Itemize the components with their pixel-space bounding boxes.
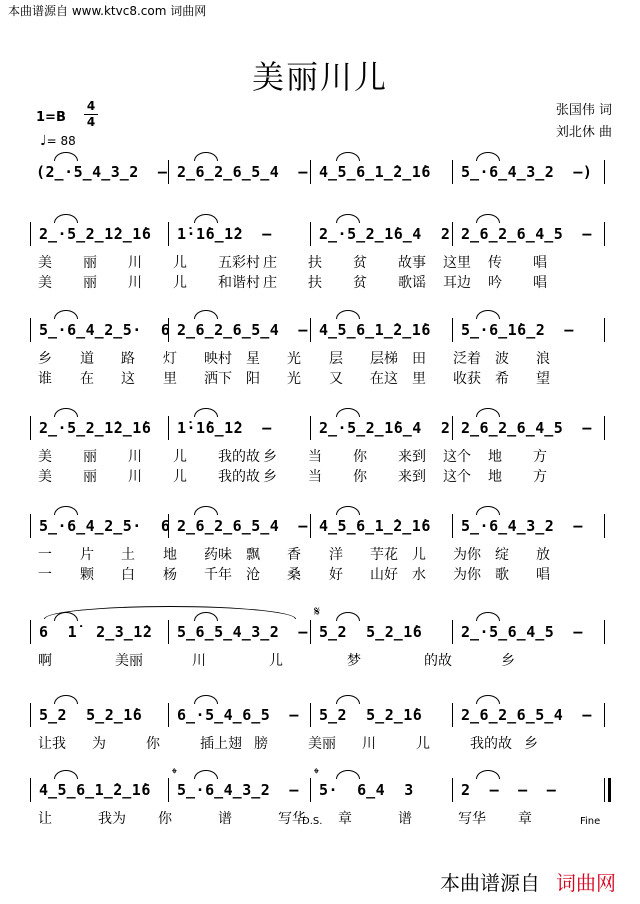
lyric-word: 儿 bbox=[416, 736, 430, 752]
measure: 5̲·6̲4̲2̲5· 6 bbox=[30, 318, 168, 342]
slur-mark bbox=[54, 695, 78, 704]
lyric-word: 香 bbox=[287, 547, 301, 563]
lyric-word: 五彩村 bbox=[218, 255, 260, 271]
lyric-word: 的故 bbox=[424, 653, 452, 669]
measure: 5· 6̲4 3 bbox=[310, 778, 452, 802]
lyric-word: 唱 bbox=[533, 275, 547, 291]
slur-mark bbox=[54, 506, 78, 515]
lyric-word: 庄 bbox=[263, 275, 277, 291]
measure: 5̲·6̲4̲3̲2 – bbox=[452, 514, 602, 538]
time-signature-bottom: 4 bbox=[86, 115, 96, 129]
lyric-word: 儿 bbox=[269, 653, 283, 669]
measure: 2̲·5̲2̲1̇2̲1̇6 bbox=[30, 222, 168, 246]
lyric-word: 儿 bbox=[173, 255, 187, 271]
lyric-word: 又 bbox=[329, 371, 343, 387]
lyric-word: 里 bbox=[163, 371, 177, 387]
barline bbox=[604, 703, 605, 727]
measure: 2̲·5̲2̲1̇6̲4 2 bbox=[310, 222, 452, 246]
slur-mark bbox=[194, 152, 218, 161]
measure: 2̲6̲2̲6̲5̲4 – bbox=[168, 160, 310, 184]
lyric-word: 你 bbox=[146, 736, 160, 752]
measure: 1̇·1̇6̲1̇2 – bbox=[168, 416, 310, 440]
lyric-word: 美 bbox=[38, 469, 52, 485]
barline bbox=[604, 514, 605, 538]
lyric-word: 这个 bbox=[443, 469, 471, 485]
lyric-word: 方 bbox=[533, 449, 547, 465]
lyric-word: 层 bbox=[329, 351, 343, 367]
lyric-line bbox=[30, 368, 620, 388]
measure: 6̲·5̲4̲6̲5 – bbox=[168, 703, 310, 727]
lyric-line bbox=[30, 466, 620, 486]
time-signature-top: 4 bbox=[86, 99, 96, 113]
lyric-word: 啊 bbox=[38, 653, 52, 669]
lyric-word: 洋 bbox=[329, 547, 343, 563]
lyric-word: 泛着 bbox=[453, 351, 481, 367]
lyric-word: 地 bbox=[163, 547, 177, 563]
lyric-word: 歌谣 bbox=[398, 275, 426, 291]
notation-line bbox=[30, 160, 620, 184]
barline bbox=[604, 778, 605, 802]
lyric-word: 膀 bbox=[254, 736, 268, 752]
footer bbox=[440, 867, 616, 896]
lyric-word: 芋花 bbox=[370, 547, 398, 563]
measure: 4̲5̲6̲1̲̇2̲1̇6 bbox=[310, 318, 452, 342]
slur-mark bbox=[336, 214, 360, 223]
slur-mark bbox=[54, 770, 78, 779]
lyric-word: 故事 bbox=[398, 255, 426, 271]
lyric-word: 里 bbox=[412, 371, 426, 387]
lyric-word: 这 bbox=[121, 371, 135, 387]
slur-mark bbox=[54, 310, 78, 319]
lyric-word: 颗 bbox=[80, 567, 94, 583]
lyric-word: 希 bbox=[495, 371, 509, 387]
slur-mark bbox=[336, 408, 360, 417]
lyric-word: 当 bbox=[308, 449, 322, 465]
notation-line bbox=[30, 703, 620, 727]
lyric-word: 川 bbox=[192, 653, 206, 669]
notation-line bbox=[30, 318, 620, 342]
slur-mark bbox=[194, 506, 218, 515]
lyric-word: 美 bbox=[38, 449, 52, 465]
lyric-word: 丽 bbox=[83, 449, 97, 465]
lyric-word: 在 bbox=[80, 371, 94, 387]
lyric-word: 地 bbox=[488, 469, 502, 485]
coda-icon: 𝄌 bbox=[172, 766, 177, 782]
lyric-word: 丽 bbox=[83, 469, 97, 485]
measure: 5̲·6̲4̲3̲2 –) bbox=[452, 160, 602, 184]
measure: 2̲6̲2̲6̲5̲4 – bbox=[452, 703, 602, 727]
tempo-mark bbox=[40, 133, 76, 149]
lyric-word: 路 bbox=[121, 351, 135, 367]
lyric-word: 丽 bbox=[83, 275, 97, 291]
lyric-word: 土 bbox=[121, 547, 135, 563]
lyric-word: 在这 bbox=[370, 371, 398, 387]
lyric-word: 贫 bbox=[353, 275, 367, 291]
lyric-word: 映村 bbox=[204, 351, 232, 367]
footer-site-name: 词曲网 bbox=[556, 871, 616, 895]
lyric-word: 美 bbox=[38, 275, 52, 291]
lyric-word: 绽 bbox=[495, 547, 509, 563]
time-signature bbox=[84, 100, 98, 129]
lyric-word: 谱 bbox=[398, 811, 412, 827]
lyric-word: 一 bbox=[38, 547, 52, 563]
slur-mark bbox=[476, 612, 500, 621]
lyric-word: 飘 bbox=[246, 547, 260, 563]
composer-credit: 刘北休 曲 bbox=[555, 125, 612, 140]
lyric-line bbox=[30, 564, 620, 584]
lyric-line bbox=[30, 272, 620, 292]
slur-mark bbox=[54, 214, 78, 223]
notation-line bbox=[30, 620, 620, 644]
measure: (2̲·5̲4̲3̲2 – bbox=[36, 163, 168, 181]
lyric-word: 歌 bbox=[495, 567, 509, 583]
lyric-word: 你 bbox=[353, 449, 367, 465]
song-title: 美丽川儿 bbox=[251, 58, 388, 96]
notation-line bbox=[30, 514, 620, 538]
barline bbox=[604, 318, 605, 342]
lyric-word: 我的故 bbox=[218, 469, 260, 485]
lyric-word: 传 bbox=[488, 255, 502, 271]
lyric-line bbox=[30, 650, 620, 670]
lyric-word: 你 bbox=[353, 469, 367, 485]
slur-mark bbox=[336, 152, 360, 161]
measure: 2 – – – bbox=[452, 778, 602, 802]
lyric-word: 耳边 bbox=[443, 275, 471, 291]
ds-marker: D.S. bbox=[302, 816, 323, 827]
lyric-word: 方 bbox=[533, 469, 547, 485]
lyric-word: 望 bbox=[536, 371, 550, 387]
lyric-word: 丽 bbox=[83, 255, 97, 271]
measure: 5̲2 5̲2̲1̇6 bbox=[310, 620, 452, 644]
barline bbox=[604, 620, 605, 644]
lyric-word: 阳 bbox=[246, 371, 260, 387]
source-header: 本曲谱源自 www.ktvc8.com 词曲网 bbox=[8, 4, 207, 18]
slur-mark bbox=[336, 310, 360, 319]
lyric-word: 和谐村 bbox=[218, 275, 260, 291]
lyric-word: 让我 bbox=[38, 736, 66, 752]
lyric-word: 谱 bbox=[218, 811, 232, 827]
lyric-word: 道 bbox=[80, 351, 94, 367]
lyric-word: 写华 bbox=[278, 811, 306, 827]
lyric-word: 儿 bbox=[173, 449, 187, 465]
lyric-word: 波 bbox=[495, 351, 509, 367]
lyric-word: 章 bbox=[518, 811, 532, 827]
lyric-line bbox=[30, 733, 620, 753]
measure: 1̇·1̇6̲1̇2 – bbox=[168, 222, 310, 246]
lyric-word: 白 bbox=[121, 567, 135, 583]
lyric-line bbox=[30, 348, 620, 368]
lyric-word: 桑 bbox=[287, 567, 301, 583]
lyric-word: 让 bbox=[38, 811, 52, 827]
lyric-word: 浪 bbox=[536, 351, 550, 367]
slur-mark bbox=[194, 408, 218, 417]
lyric-word: 吟 bbox=[488, 275, 502, 291]
quarter-note-icon: ♩ bbox=[40, 133, 47, 149]
lyric-word: 水 bbox=[412, 567, 426, 583]
barline bbox=[604, 222, 605, 246]
lyric-line bbox=[30, 446, 620, 466]
lyric-word: 药味 bbox=[204, 547, 232, 563]
lyric-word: 扶 bbox=[308, 275, 322, 291]
lyric-word: 这个 bbox=[443, 449, 471, 465]
long-slur-mark bbox=[44, 606, 296, 619]
lyric-word: 田 bbox=[412, 351, 426, 367]
lyric-word: 唱 bbox=[533, 255, 547, 271]
lyric-word: 好 bbox=[329, 567, 343, 583]
lyric-word: 千年 bbox=[204, 567, 232, 583]
slur-mark bbox=[194, 214, 218, 223]
lyric-word: 我为 bbox=[98, 811, 126, 827]
lyric-word: 儿 bbox=[173, 469, 187, 485]
lyric-word: 插上翅 bbox=[200, 736, 242, 752]
lyric-word: 川 bbox=[128, 449, 142, 465]
measure: 5̲·6̲4̲2̲5· 6 bbox=[30, 514, 168, 538]
lyric-word: 乡 bbox=[524, 736, 538, 752]
slur-mark bbox=[476, 770, 500, 779]
measure: 4̲5̲6̲1̲̇2̲1̇6 bbox=[30, 778, 168, 802]
measure: 4̲5̲6̲1̲̇2̲1̇6 bbox=[310, 514, 452, 538]
lyric-word: 川 bbox=[128, 275, 142, 291]
key-signature: 1=B bbox=[36, 110, 66, 125]
lyric-word: 放 bbox=[536, 547, 550, 563]
slur-mark bbox=[336, 612, 360, 621]
lyricist-credit: 张国伟 词 bbox=[555, 103, 612, 118]
measure: 2̲6̲2̲6̲4̲5 – bbox=[452, 416, 602, 440]
lyric-word: 一 bbox=[38, 567, 52, 583]
measure: 2̲·5̲2̲1̇2̲1̇6 bbox=[30, 416, 168, 440]
slur-mark bbox=[54, 408, 78, 417]
slur-mark bbox=[194, 310, 218, 319]
measure: 2̲6̲2̲6̲5̲4 – bbox=[168, 318, 310, 342]
slur-mark bbox=[336, 695, 360, 704]
slur-mark bbox=[476, 152, 500, 161]
slur-mark bbox=[194, 770, 218, 779]
measure: 5̲·6̲4̲3̲2 – bbox=[168, 778, 310, 802]
lyric-word: 儿 bbox=[173, 275, 187, 291]
lyric-word: 杨 bbox=[163, 567, 177, 583]
lyric-word: 贫 bbox=[353, 255, 367, 271]
measure: 5̲2 5̲2̲1̇6 bbox=[310, 703, 452, 727]
lyric-word: 为你 bbox=[453, 547, 481, 563]
lyric-word: 谁 bbox=[38, 371, 52, 387]
lyric-word: 梦 bbox=[347, 653, 361, 669]
lyric-word: 这里 bbox=[443, 255, 471, 271]
tempo-value: = 88 bbox=[46, 134, 76, 148]
slur-mark bbox=[476, 214, 500, 223]
notation-line bbox=[30, 778, 620, 802]
lyric-line bbox=[30, 252, 620, 272]
slur-mark bbox=[476, 695, 500, 704]
barline bbox=[604, 416, 605, 440]
lyric-word: 乡 bbox=[263, 469, 277, 485]
lyric-word: 光 bbox=[287, 351, 301, 367]
measure: 2̲·5̲6̲4̲5 – bbox=[452, 620, 602, 644]
lyric-word: 光 bbox=[287, 371, 301, 387]
lyric-word: 来到 bbox=[398, 469, 426, 485]
slur-mark bbox=[336, 770, 360, 779]
lyric-word: 美 bbox=[38, 255, 52, 271]
measure: 2̲6̲2̲6̲4̲5 – bbox=[452, 222, 602, 246]
measure: 5̲·6̲1̇6̲2 – bbox=[452, 318, 602, 342]
lyric-word: 片 bbox=[80, 547, 94, 563]
measure: 5̲6̲5̲4̲3̲2 – bbox=[168, 620, 310, 644]
lyric-word: 川 bbox=[128, 469, 142, 485]
lyric-word: 层梯 bbox=[370, 351, 398, 367]
lyric-word: 我的故 bbox=[218, 449, 260, 465]
measure: 2̲·5̲2̲1̇6̲4 2 bbox=[310, 416, 452, 440]
notation-line bbox=[30, 416, 620, 440]
lyric-word: 写华 bbox=[458, 811, 486, 827]
slur-mark bbox=[194, 695, 218, 704]
lyric-word: 儿 bbox=[412, 547, 426, 563]
lyric-line bbox=[30, 808, 620, 828]
lyric-word: 川 bbox=[362, 736, 376, 752]
lyric-word: 章 bbox=[338, 811, 352, 827]
lyric-word: 星 bbox=[246, 351, 260, 367]
lyric-word: 你 bbox=[158, 811, 172, 827]
slur-mark bbox=[336, 506, 360, 515]
lyric-word: 美丽 bbox=[115, 653, 143, 669]
credits bbox=[556, 100, 612, 144]
notation-line bbox=[30, 222, 620, 246]
lyric-word: 来到 bbox=[398, 449, 426, 465]
lyric-word: 美丽 bbox=[308, 736, 336, 752]
measure: 6 1̇ 2̲3̲1̇2 bbox=[30, 620, 168, 644]
lyric-word: 灯 bbox=[163, 351, 177, 367]
coda-icon: 𝄌 bbox=[314, 766, 319, 782]
lyric-word: 乡 bbox=[38, 351, 52, 367]
barline bbox=[604, 160, 605, 184]
measure: 5̲2 5̲2̲1̇6 bbox=[30, 703, 168, 727]
lyric-word: 川 bbox=[128, 255, 142, 271]
slur-mark bbox=[476, 408, 500, 417]
lyric-word: 扶 bbox=[308, 255, 322, 271]
lyric-word: 沧 bbox=[246, 567, 260, 583]
lyric-word: 乡 bbox=[263, 449, 277, 465]
measure: 4̲5̲6̲1̲̇2̲1̇6 bbox=[310, 160, 452, 184]
lyric-word: 我的故 bbox=[470, 736, 512, 752]
lyric-word: 为 bbox=[92, 736, 106, 752]
measure: 2̲6̲2̲6̲5̲4 – bbox=[168, 514, 310, 538]
slur-mark bbox=[476, 310, 500, 319]
slur-mark bbox=[476, 506, 500, 515]
lyric-word: 山好 bbox=[370, 567, 398, 583]
lyric-word: 地 bbox=[488, 449, 502, 465]
lyric-word: 唱 bbox=[536, 567, 550, 583]
lyric-word: 乡 bbox=[501, 653, 515, 669]
lyric-word: 洒下 bbox=[204, 371, 232, 387]
fine-marker: Fine bbox=[580, 816, 601, 827]
lyric-word: 为你 bbox=[453, 567, 481, 583]
footer-source-text: 本曲谱源自 bbox=[440, 871, 540, 895]
segno-icon: 𝄋 bbox=[314, 604, 321, 620]
lyric-word: 收获 bbox=[453, 371, 481, 387]
slur-mark bbox=[54, 152, 78, 161]
lyric-line bbox=[30, 544, 620, 564]
lyric-word: 当 bbox=[308, 469, 322, 485]
lyric-word: 庄 bbox=[263, 255, 277, 271]
